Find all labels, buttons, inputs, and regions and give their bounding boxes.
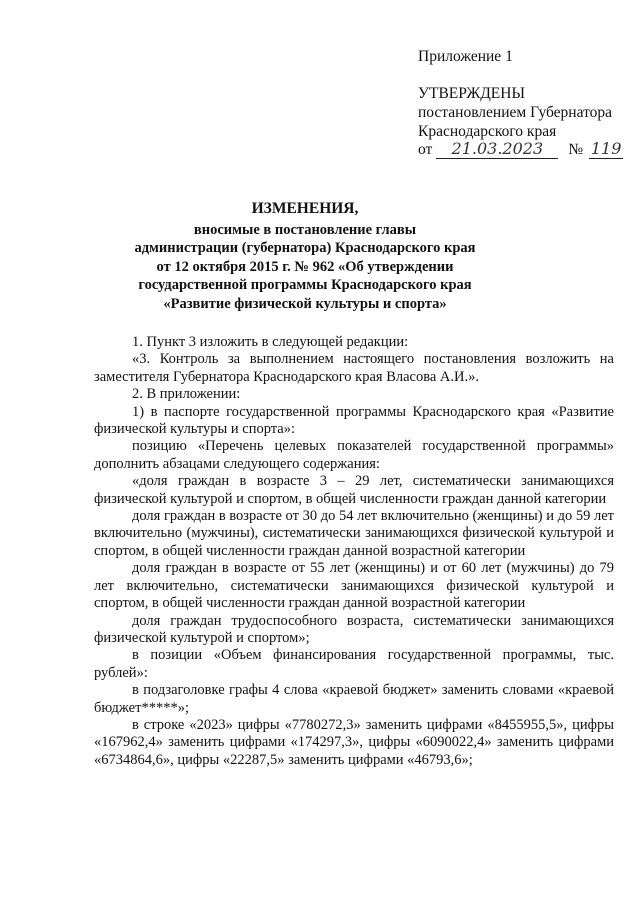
approved-region-line: Краснодарского края	[418, 123, 557, 140]
paragraph: «3. Контроль за выполнением настоящего постановления возложить на заместителя Губернатора Краснодарского края Власова А.И.».	[94, 351, 614, 385]
heading-line: «Развитие физической культуры и спорта»	[163, 295, 447, 312]
heading-line: администрации (губернатора) Краснодарского края	[134, 240, 476, 256]
approved-title: УТВЕРЖДЕНЫ	[418, 85, 525, 102]
paragraph: в строке «2023» цифры «7780272,3» заменить цифрами «8455955,5», цифры «167962,4» заменить цифрами «174297,3», цифры «6090022,4» заменить цифрами «6734864,6», цифры «22287,5» заменить цифрами «46793,6»;	[94, 716, 614, 768]
document-heading	[90, 200, 520, 313]
heading-line: от 12 октября 2015 г. № 962 «Об утверждении	[156, 258, 454, 275]
appendix-number: Приложение 1	[418, 48, 513, 65]
paragraph: доля граждан в возрасте от 55 лет (женщины) и от 60 лет (мужчины) до 79 лет включительно, систематически занимающихся физической культурой и спортом, в общей численности граждан данной возрастной категории	[94, 560, 614, 612]
paragraph: 2. В приложении:	[132, 386, 241, 403]
paragraph: 1) в паспорте государственной программы Краснодарского края «Развитие физической культуры и спорта»:	[94, 403, 614, 438]
paragraph: в подзаголовке графы 4 слова «краевой бюджет» заменить словами «краевой бюджет*****»;	[94, 682, 614, 716]
approval-date-number-line	[418, 139, 623, 159]
handwritten-date: 21.03.2023	[436, 139, 558, 159]
date-prefix: от	[418, 141, 433, 158]
paragraph: доля граждан в возрасте от 30 до 54 лет включительно (женщины) и до 59 лет включительно (мужчины), систематически занимающихся физической культурой и спортом, в общей численности граждан данной возрастной категории	[94, 508, 614, 559]
paragraph: в позиции «Объем финансирования государственной программы, тыс. рублей»:	[94, 647, 614, 681]
paragraph: 1. Пункт 3 изложить в следующей редакции:	[132, 334, 409, 350]
handwritten-number: 119	[590, 139, 622, 158]
heading-title: ИЗМЕНЕНИЯ,	[251, 200, 359, 217]
approved-by-line: постановлением Губернатора	[418, 104, 613, 121]
heading-line: вносимые в постановление главы	[193, 221, 417, 238]
heading-line: государственной программы Краснодарского края	[138, 277, 472, 293]
paragraph: «доля граждан в возрасте 3 – 29 лет, систематически занимающихся физической культурой и спортом, в общей численности граждан данной категории	[94, 473, 614, 507]
number-sign: №	[568, 141, 584, 158]
paragraph: доля граждан трудоспособного возраста, систематически занимающихся физической культурой и спортом»;	[94, 612, 614, 646]
document-body	[94, 334, 614, 769]
paragraph: позицию «Перечень целевых показателей государственной программы» дополнить абзацами следующего содержания:	[94, 438, 614, 472]
